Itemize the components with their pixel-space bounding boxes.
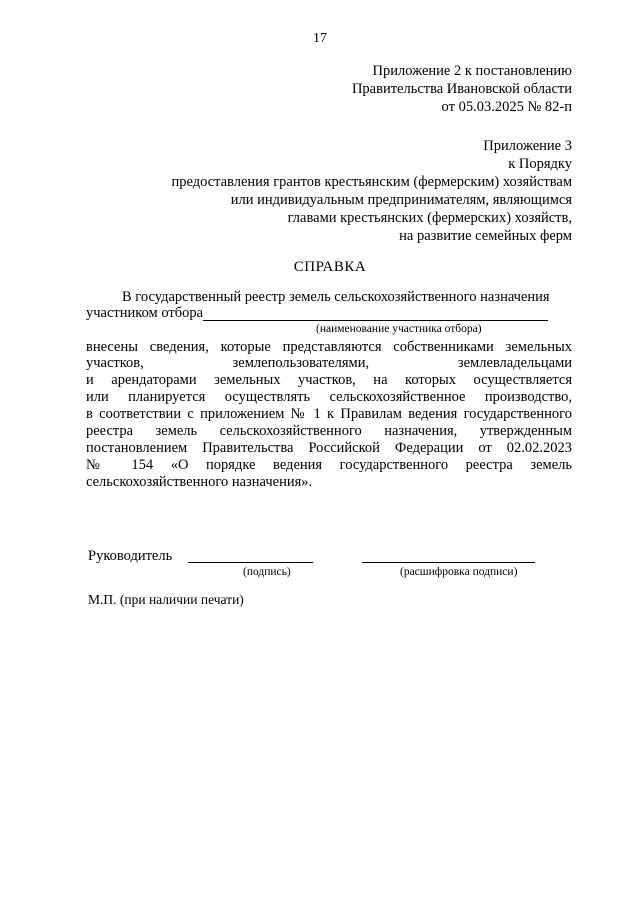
body-line: постановлением Правительства Российской Федерации от 02.02.2023 [86, 440, 572, 456]
intro-line-1: В государственный реестр земель сельскохозяйственного назначения [122, 289, 550, 305]
appendix-3-line: к Порядку [508, 156, 572, 172]
appendix-3-line: Приложение 3 [483, 138, 572, 154]
appendix-2-header [352, 62, 572, 116]
body-line: и арендаторами земельных участков, на которых осуществляется [86, 372, 572, 388]
body-line: № 154 «О порядке ведения государственного реестра земель [86, 457, 572, 473]
appendix-3-header [171, 137, 572, 245]
body-line: реестра земель сельскохозяйственного назначения, утвержденным [86, 423, 572, 439]
appendix-2-line: Приложение 2 к постановлению [372, 63, 572, 79]
page-number: 17 [313, 31, 327, 46]
appendix-3-line: предоставления грантов крестьянским (фермерским) хозяйствам [171, 174, 572, 190]
appendix-3-line: на развитие семейных ферм [399, 228, 572, 244]
appendix-3-line: главами крестьянских (фермерских) хозяйств, [287, 210, 572, 226]
signature-decoding-blank [362, 562, 535, 563]
body-line: в соответствии с приложением № 1 к Правилам ведения государственного [86, 406, 572, 422]
body-line: или планируется осуществлять сельскохозяйственное производство, [86, 389, 572, 405]
document-title: СПРАВКА [293, 259, 367, 275]
signature-blank [188, 562, 313, 563]
signature-caption: (подпись) [243, 566, 291, 578]
signature-role-label: Руководитель [88, 548, 173, 564]
stamp-label: М.П. (при наличии печати) [88, 592, 244, 607]
signature-decoding-caption: (расшифровка подписи) [400, 566, 518, 578]
appendix-2-line: от 05.03.2025 № 82-п [441, 99, 572, 115]
appendix-2-line: Правительства Ивановской области [351, 81, 572, 97]
participant-name-blank [203, 320, 548, 321]
body-last-line: сельскохозяйственного назначения». [86, 474, 313, 490]
appendix-3-line: или индивидуальным предпринимателям, являющимся [230, 192, 572, 208]
body-line: участков, землепользователями, землевладельцами [86, 355, 572, 371]
intro-line-2-prefix: участником отбора [86, 305, 204, 321]
participant-name-caption: (наименование участника отбора) [316, 323, 482, 335]
body-line: внесены сведения, которые представляются собственниками земельных [86, 339, 572, 355]
